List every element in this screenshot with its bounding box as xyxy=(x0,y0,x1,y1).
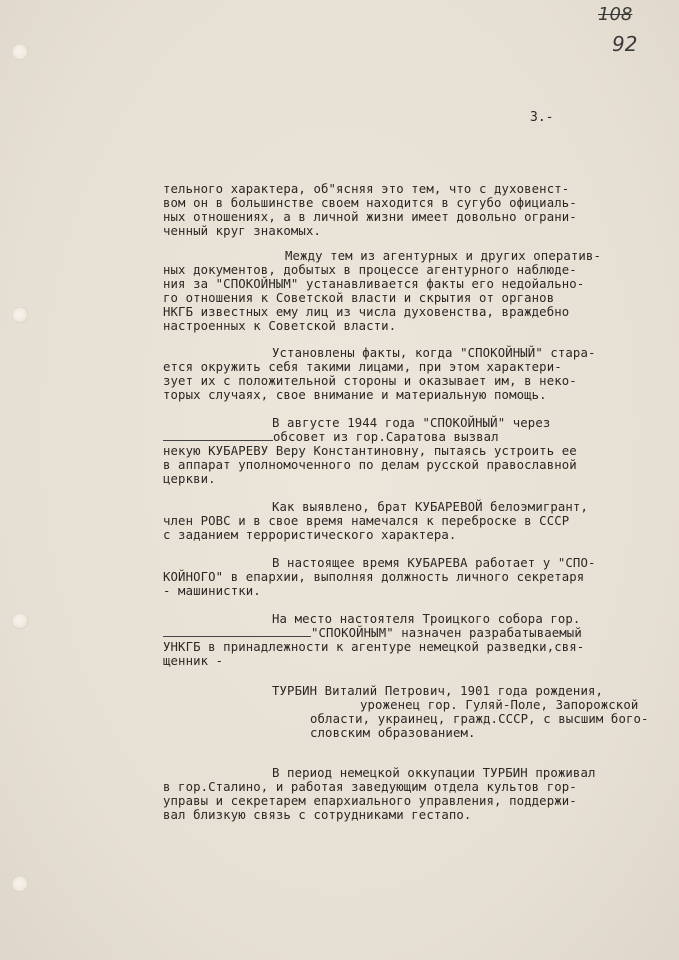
text-line: Между тем из агентурных и других оператив- xyxy=(285,249,601,263)
text-line: с заданием террористического характера. xyxy=(163,528,457,542)
punch-hole-lower xyxy=(12,613,28,629)
text-line: некую КУБАРЕВУ Веру Константиновну, пытаясь устроить ее xyxy=(163,444,577,458)
text-line: член РОВС и в свое время намечался к переброске в СССР xyxy=(163,514,570,528)
text-fragment: обсовет из гор.Саратова вызвал xyxy=(273,430,499,444)
text-line: В августе 1944 года "СПОКОЙНЫЙ" через xyxy=(272,416,551,430)
text-line: В период немецкой оккупации ТУРБИН проживал xyxy=(272,766,596,780)
text-line: - машинистки. xyxy=(163,584,261,598)
folio-number-struck: 108 xyxy=(598,4,633,25)
text-line: УНКГБ в принадлежности к агентуре немецкой разведки,свя- xyxy=(163,640,585,654)
text-line: тельного характера, об"ясняя это тем, что с духовенст- xyxy=(163,182,570,196)
text-line: в гор.Сталино, и работая заведующим отдела культов гор- xyxy=(163,780,577,794)
punch-hole-upper xyxy=(12,307,28,323)
text-line: словским образованием. xyxy=(310,726,476,740)
text-line: го отношения к Советской власти и скрытия от органов xyxy=(163,291,555,305)
text-line: щенник - xyxy=(163,654,224,668)
text-line: На место настоятеля Троицкого собора гор. xyxy=(272,612,581,626)
text-line: ется окружить себя такими лицами, при этом характери- xyxy=(163,360,562,374)
punch-hole-bottom xyxy=(12,876,28,892)
text-line: уроженец гор. Гуляй-Поле, Запорожской xyxy=(360,698,639,712)
text-line: Установлены факты, когда "СПОКОЙНЫЙ" стара- xyxy=(272,346,596,360)
text-line: управы и секретарем епархиального управления, поддержи- xyxy=(163,794,577,808)
text-line: ния за "СПОКОЙНЫМ" устанавливается факты его недойально- xyxy=(163,277,585,291)
folio-number: 92 xyxy=(612,32,638,56)
text-line: вал близкую связь с сотрудниками гестапо. xyxy=(163,808,472,822)
text-line: НКГБ известных ему лиц из числа духовенства, враждебно xyxy=(163,305,570,319)
text-line: церкви. xyxy=(163,472,216,486)
text-line: В настоящее время КУБАРЕВА работает у "СПО- xyxy=(272,556,596,570)
punch-hole-top xyxy=(12,44,28,60)
page-number: 3.- xyxy=(530,110,554,125)
text-line: ТУРБИН Виталий Петрович, 1901 года рождения, xyxy=(272,684,604,698)
text-line xyxy=(163,430,499,444)
text-line: торых случаях, свое внимание и материальную помощь. xyxy=(163,388,547,402)
redaction-blank xyxy=(163,430,273,441)
text-line: ных документов, добытых в процессе агентурного наблюде- xyxy=(163,263,577,277)
text-line: зует их с положительной стороны и оказывает им, в неко- xyxy=(163,374,577,388)
text-fragment: "СПОКОЙНЫМ" назначен разрабатываемый xyxy=(311,626,582,640)
redaction-blank xyxy=(163,626,311,637)
text-line: ных отношениях, а в личной жизни имеет довольно ограни- xyxy=(163,210,577,224)
text-line xyxy=(163,626,582,640)
text-line: вом он в большинстве своем находится в сугубо официаль- xyxy=(163,196,577,210)
text-line: настроенных к Советской власти. xyxy=(163,319,397,333)
text-line: Как выявлено, брат КУБАРЕВОЙ белоэмигрант, xyxy=(272,500,588,514)
text-line: области, украинец, гражд.СССР, с высшим бого- xyxy=(310,712,649,726)
text-line: КОЙНОГО" в епархии, выполняя должность личного секретаря xyxy=(163,570,585,584)
text-line: в аппарат уполномоченного по делам русской православной xyxy=(163,458,577,472)
text-line: ченный круг знакомых. xyxy=(163,224,321,238)
